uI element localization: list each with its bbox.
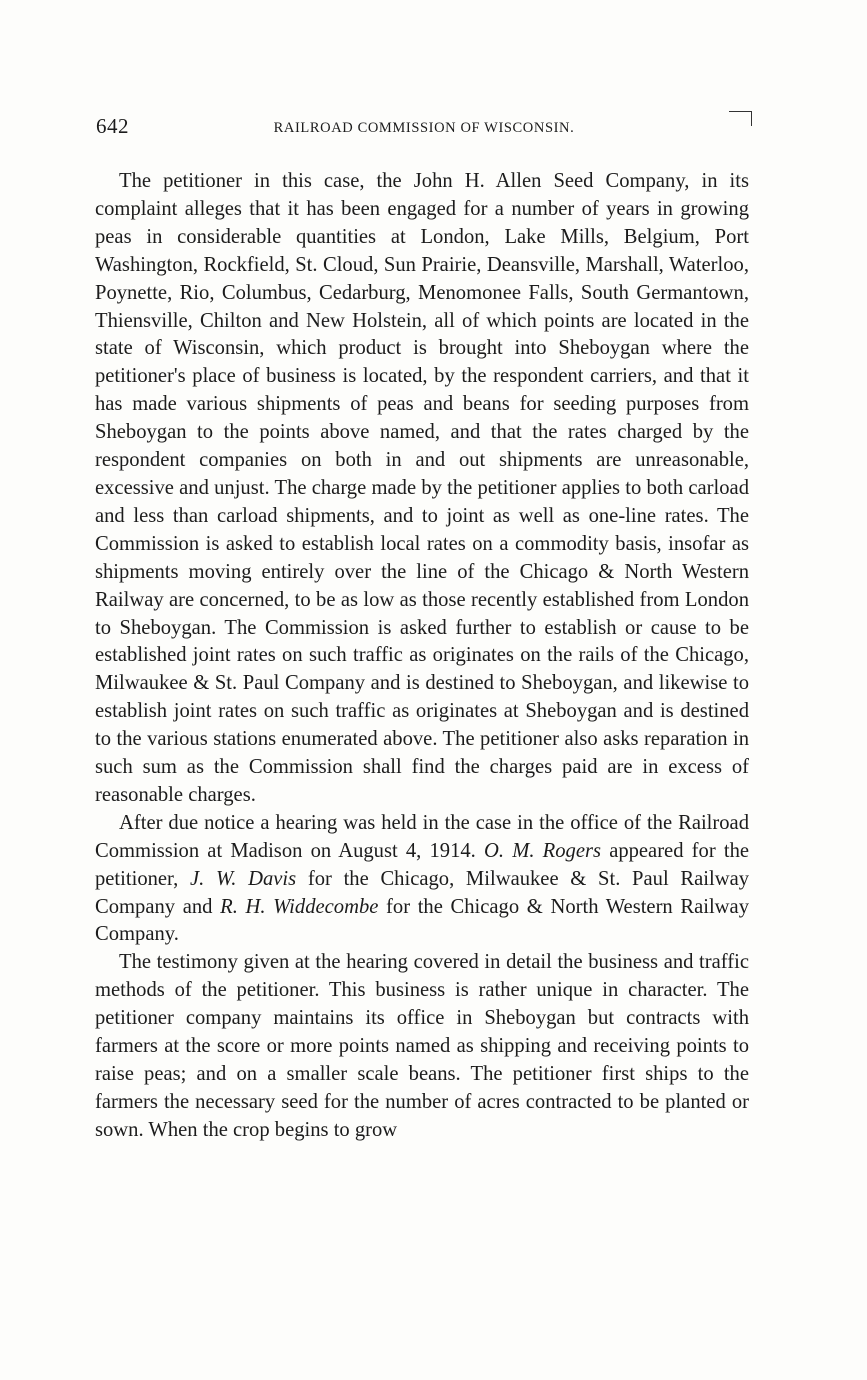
- paragraph-2-text-1: After due notice a hearing was held in the case in the office of the Railroad Commission at Madison on August 4, 1914.: [95, 811, 749, 862]
- counsel-name-milwaukee: J. W. Davis: [189, 867, 297, 890]
- counsel-name-north-western: R. H. Widdecombe: [220, 895, 379, 918]
- paragraph-2-text-3: for the Chicago, Milwaukee & St. Paul Railway Company and: [95, 867, 749, 918]
- running-head: RAILROAD COMMISSION OF WISCONSIN.: [273, 120, 575, 136]
- counsel-name-petitioner: O. M. Rogers: [484, 839, 602, 862]
- page-number: 642: [96, 114, 129, 138]
- paragraph-2-text-4: for the Chicago & North Western Railway Company.: [95, 895, 749, 946]
- page-header: [96, 114, 752, 144]
- body-text: [95, 168, 749, 1145]
- paragraph-3: The testimony given at the hearing covered in detail the business and traffic methods of the petitioner. This business is rather unique in character. The petitioner company maintains its office in Sheboygan but contracts with farmers at the score or more points named as shipping and receiving points to raise peas; and on a smaller scale beans. The petitioner first ships to the farmers the necessary seed for the number of acres contracted to be planted or sown. When the crop begins to grow: [95, 951, 749, 1141]
- corner-mark: [729, 111, 752, 126]
- paragraph-2-text-2: appeared for the petitioner,: [95, 839, 750, 890]
- paragraph-2: [95, 810, 749, 950]
- paragraph-1: The petitioner in this case, the John H. Allen Seed Company, in its complaint alleges that it has been engaged for a number of years in growing peas in considerable quantities at London, Lake Mills, Belgium, Port Washington, Rockfield, St. Cloud, Sun Prairie, Deansville, Marshall, Waterloo, Poynette, Rio, Columbus, Cedarburg, Menomonee Falls, South Germantown, Thiensville, Chilton and New Holstein, all of which points are located in the state of Wisconsin, which product is brought into Sheboygan where the petitioner's place of business is located, by the respondent carriers, and that it has made various shipments of peas and beans for seeding purposes from Sheboygan to the points above named, and that the rates charged by the respondent companies on both in and out shipments are unreasonable, excessive and unjust. The charge made by the petitioner applies to both carload and less than carload shipments, and to joint as well as one-line rates. The Commission is asked to establish local rates on a commodity basis, insofar as shipments moving entirely over the line of the Chicago & North Western Railway are concerned, to be as low as those recently established from London to Sheboygan. The Commission is asked further to establish or cause to be established joint rates on such traffic as originates on the rails of the Chicago, Milwaukee & St. Paul Company and is destined to Sheboygan, and likewise to establish joint rates on such traffic as originates at Sheboygan and is destined to the various stations enumerated above. The petitioner also asks reparation in such sum as the Commission shall find the charges paid are in excess of reasonable charges.: [95, 170, 749, 806]
